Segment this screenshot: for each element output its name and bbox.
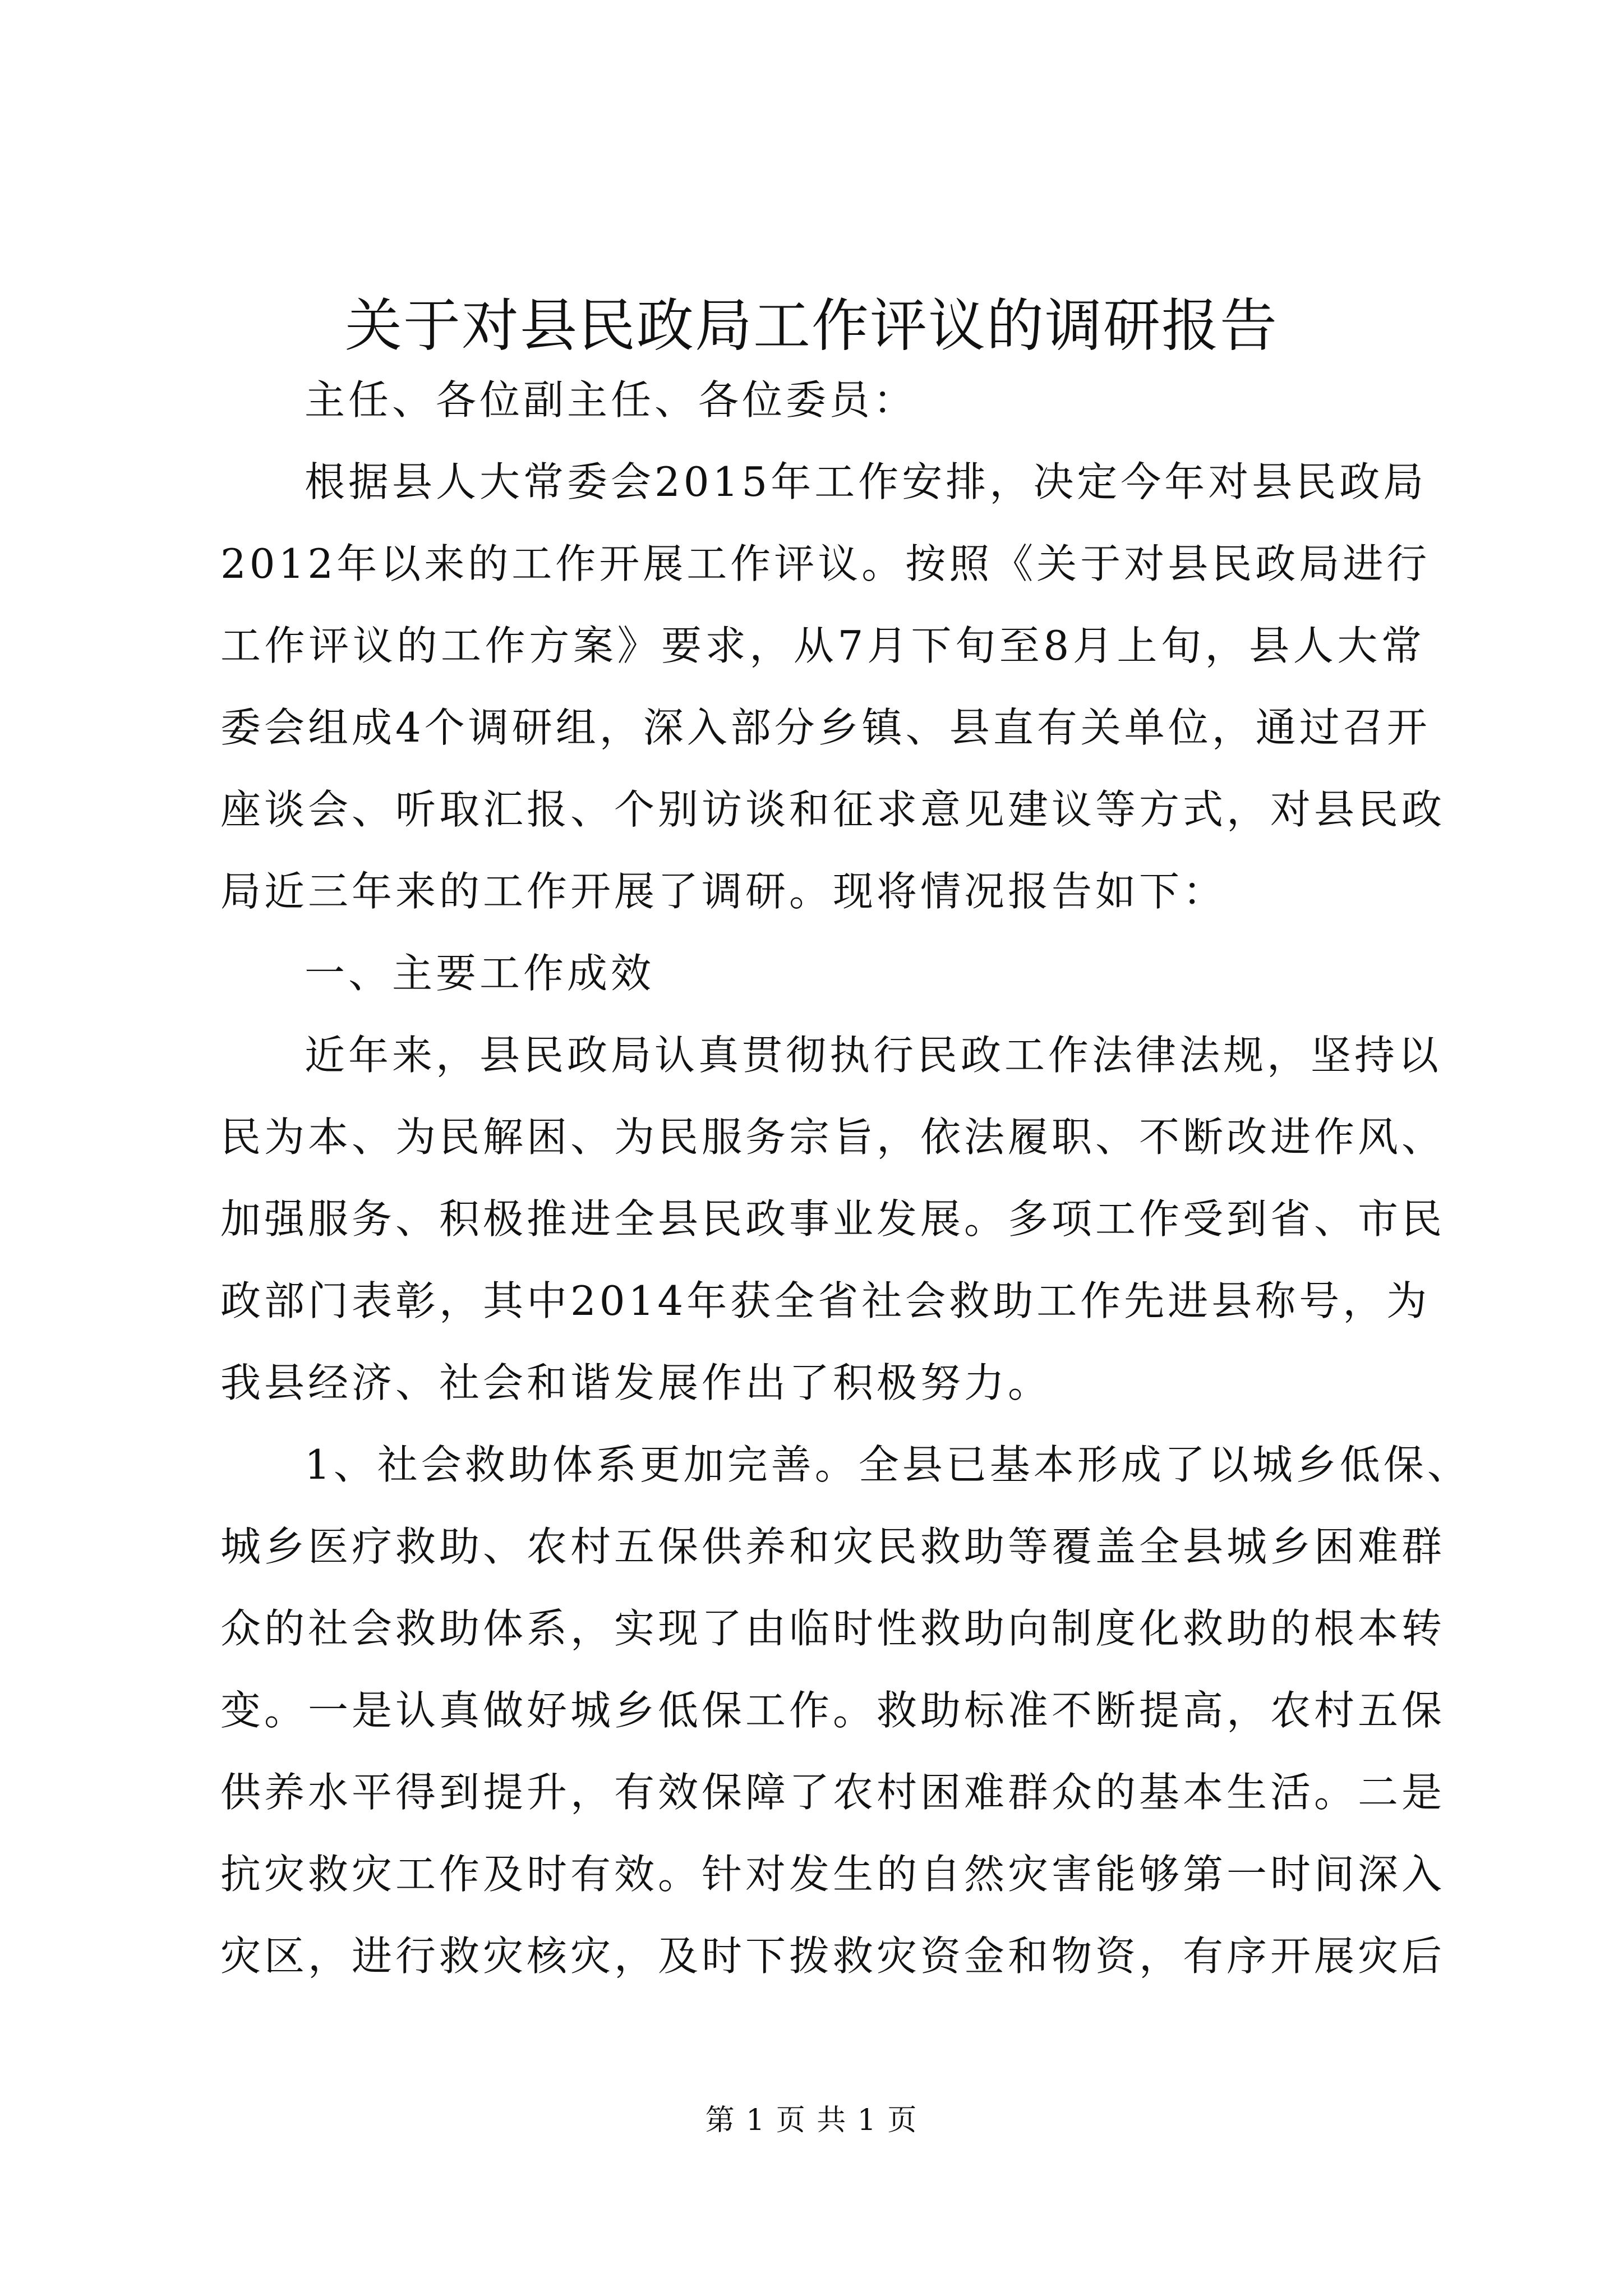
paragraph-line: 众的社会救助体系，实现了由临时性救助向制度化救助的根本转 [220,1605,1446,1652]
paragraph-line: 加强服务、积极推进全县民政事业发展。多项工作受到省、市民 [220,1195,1446,1243]
paragraph-line: 灾区，进行救灾核灾，及时下拨救灾资金和物资，有序开展灾后 [220,1932,1446,1980]
paragraph-line: 政部门表彰，其中2014年获全省社会救助工作先进县称号，为 [220,1277,1431,1324]
page-footer: 第 1 页 共 1 页 [705,2104,918,2137]
paragraph-line: 城乡医疗救助、农村五保供养和灾民救助等覆盖全县城乡困难群 [220,1523,1446,1570]
document-title: 关于对县民政局工作评议的调研报告 [345,293,1278,360]
paragraph-line: 委会组成4个调研组，深入部分乡镇、县直有关单位，通过召开 [220,704,1431,751]
paragraph-line: 根据县人大常委会2015年工作安排，决定今年对县民政局 [305,458,1427,505]
paragraph-line: 1、社会救助体系更加完善。全县已基本形成了以城乡低保、 [305,1441,1471,1488]
paragraph-line: 座谈会、听取汇报、个别访谈和征求意见建议等方式，对县民政 [220,786,1446,833]
paragraph-line: 变。一是认真做好城乡低保工作。救助标准不断提高，农村五保 [220,1687,1446,1734]
paragraph-line: 抗灾救灾工作及时有效。针对发生的自然灾害能够第一时间深入 [220,1851,1446,1898]
paragraph-line: 2012年以来的工作开展工作评议。按照《关于对县民政局进行 [220,540,1431,587]
paragraph-line: 局近三年来的工作开展了调研。现将情况报告如下： [220,868,1227,915]
paragraph-line: 民为本、为民解困、为民服务宗旨，依法履职、不断改进作风、 [220,1114,1446,1161]
paragraph-line: 近年来，县民政局认真贯彻执行民政工作法律法规，坚持以 [305,1032,1442,1079]
paragraph-line: 我县经济、社会和谐发展作出了积极努力。 [220,1359,1052,1406]
salutation-line: 主任、各位副主任、各位委员： [305,376,917,424]
paragraph-line: 工作评议的工作方案》要求，从7月下旬至8月上旬，县人大常 [220,622,1425,669]
document-body [220,359,1471,1997]
section-heading: 一、主要工作成效 [305,950,655,997]
paragraph-line: 供养水平得到提升，有效保障了农村困难群众的基本生活。二是 [220,1769,1446,1816]
